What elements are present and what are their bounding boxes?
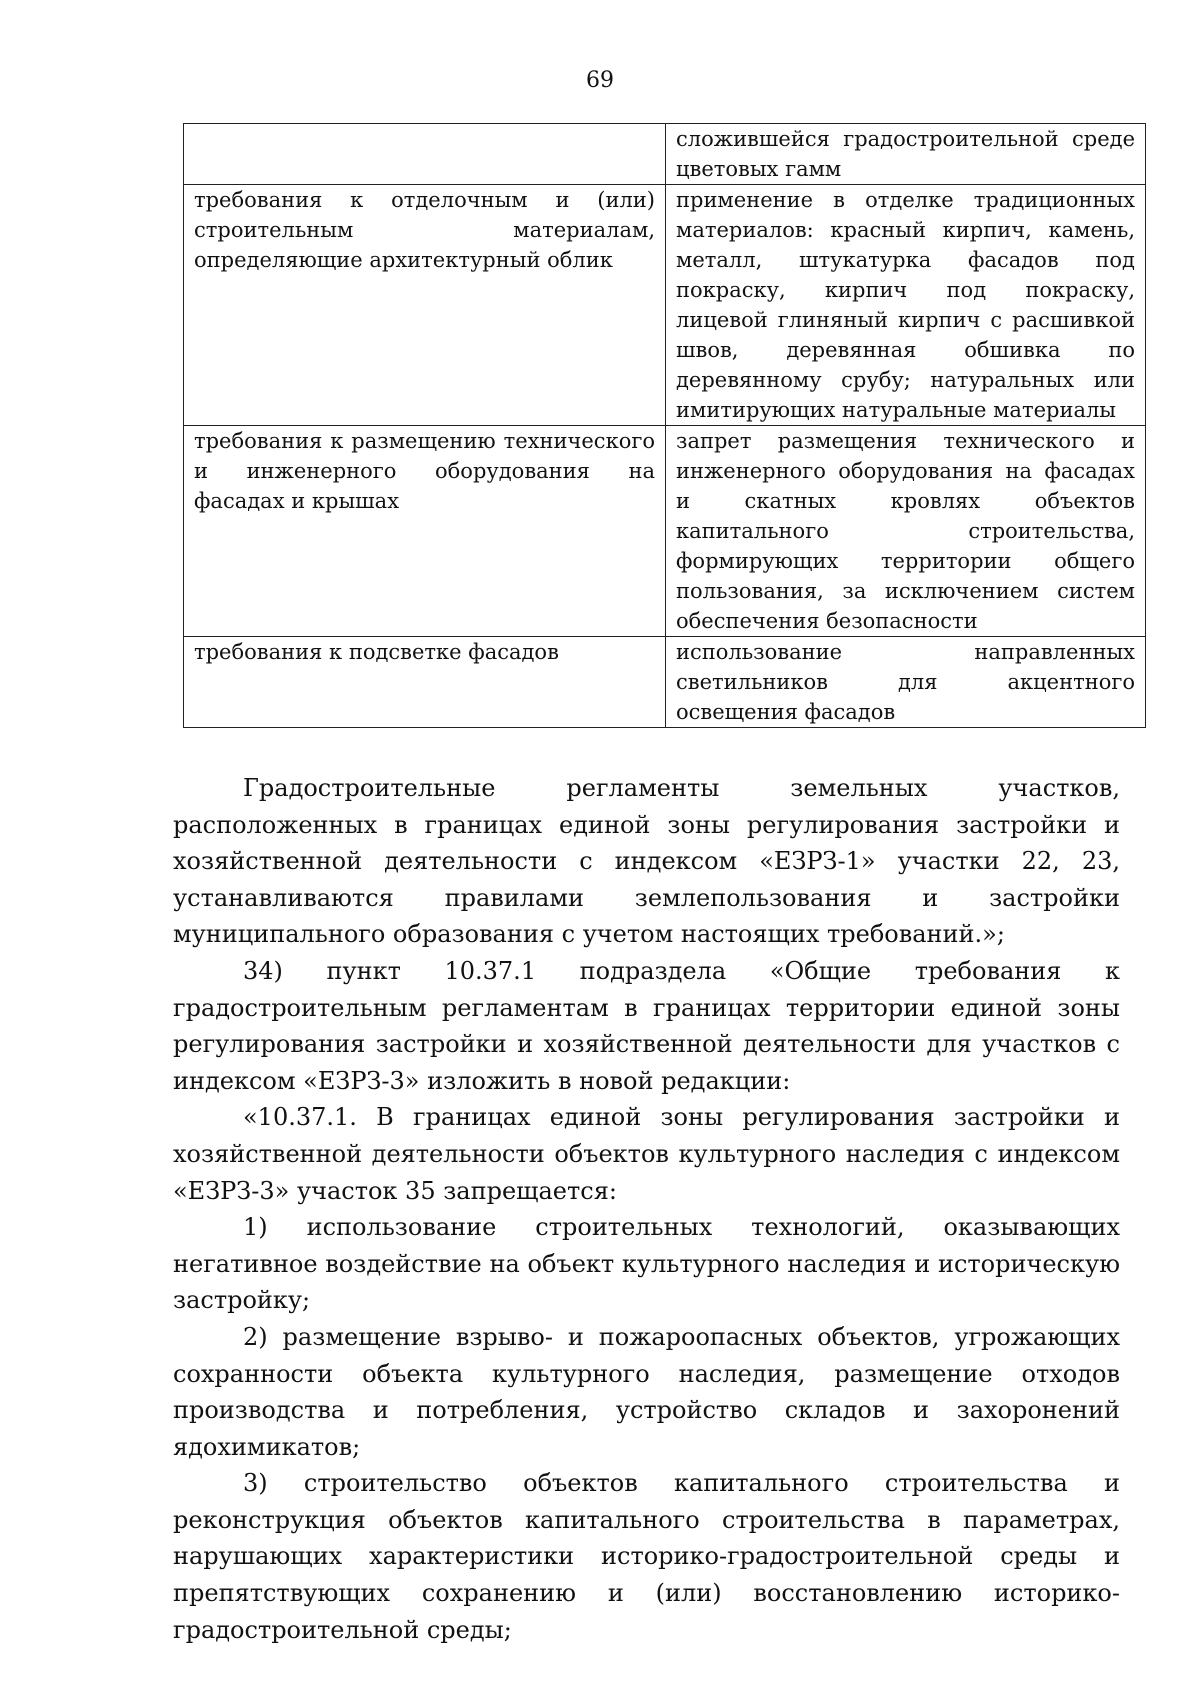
table-cell-requirement [184, 124, 666, 185]
document-body [173, 770, 1120, 1648]
table-row [184, 637, 1146, 728]
paragraph: 2) размещение взрыво- и пожароопасных объектов, угрожающих сохранности объекта культурного наследия, размещение отходов производства и потребления, устройство складов и захоронений ядохимикатов; [173, 1322, 1120, 1461]
requirements-table [183, 123, 1146, 728]
table-cell-value: использование направленных светильников для акцентного освещения фасадов [666, 637, 1146, 728]
table-cell-requirement: требования к подсветке фасадов [184, 637, 666, 728]
paragraph: 34) пункт 10.37.1 подраздела «Общие требования к градостроительным регламентам в границах территории единой зоны регулирования застройки и хозяйственной деятельности для участков с индексом «ЕЗРЗ-3» изложить в новой редакции: [173, 956, 1120, 1095]
table-cell-requirement: требования к размещению технического и инженерного оборудования на фасадах и крышах [184, 426, 666, 637]
table-cell-value: сложившейся градостроительной среде цветовых гамм [666, 124, 1146, 185]
page-number: 69 [586, 68, 614, 93]
paragraph: «10.37.1. В границах единой зоны регулирования застройки и хозяйственной деятельности объектов культурного наследия с индексом «ЕЗРЗ-3» участок 35 запрещается: [173, 1103, 1120, 1205]
table-row [184, 124, 1146, 185]
paragraph: Градостроительные регламенты земельных участков, расположенных в границах единой зоны регулирования застройки и хозяйственной деятельности с индексом «ЕЗРЗ-1» участки 22, 23, устанавливаются правилами землепользования и застройки муниципального образования с учетом настоящих требований.»; [173, 774, 1120, 949]
table-row [184, 185, 1146, 426]
table-cell-value: применение в отделке традиционных материалов: красный кирпич, камень, металл, штукатурка фасадов под покраску, кирпич под покраску, лицевой глиняный кирпич с расшивкой швов, деревянная обшивка по деревянному срубу; натуральных или имитирующих натуральные материалы [666, 185, 1146, 426]
table-cell-value: запрет размещения технического и инженерного оборудования на фасадах и скатных кровлях объектов капитального строительства, формирующих территории общего пользования, за исключением систем обеспечения безопасности [666, 426, 1146, 637]
paragraph: 3) строительство объектов капитального строительства и реконструкция объектов капитального строительства в параметрах, нарушающих характеристики историко-градостроительной среды и препятствующих сохранению и (или) восстановлению историко-градостроительной среды; [173, 1469, 1120, 1644]
table-cell-requirement: требования к отделочным и (или) строительным материалам, определяющие архитектурный облик [184, 185, 666, 426]
paragraph: 1) использование строительных технологий, оказывающих негативное воздействие на объект культурного наследия и историческую застройку; [173, 1213, 1120, 1315]
table-row [184, 426, 1146, 637]
